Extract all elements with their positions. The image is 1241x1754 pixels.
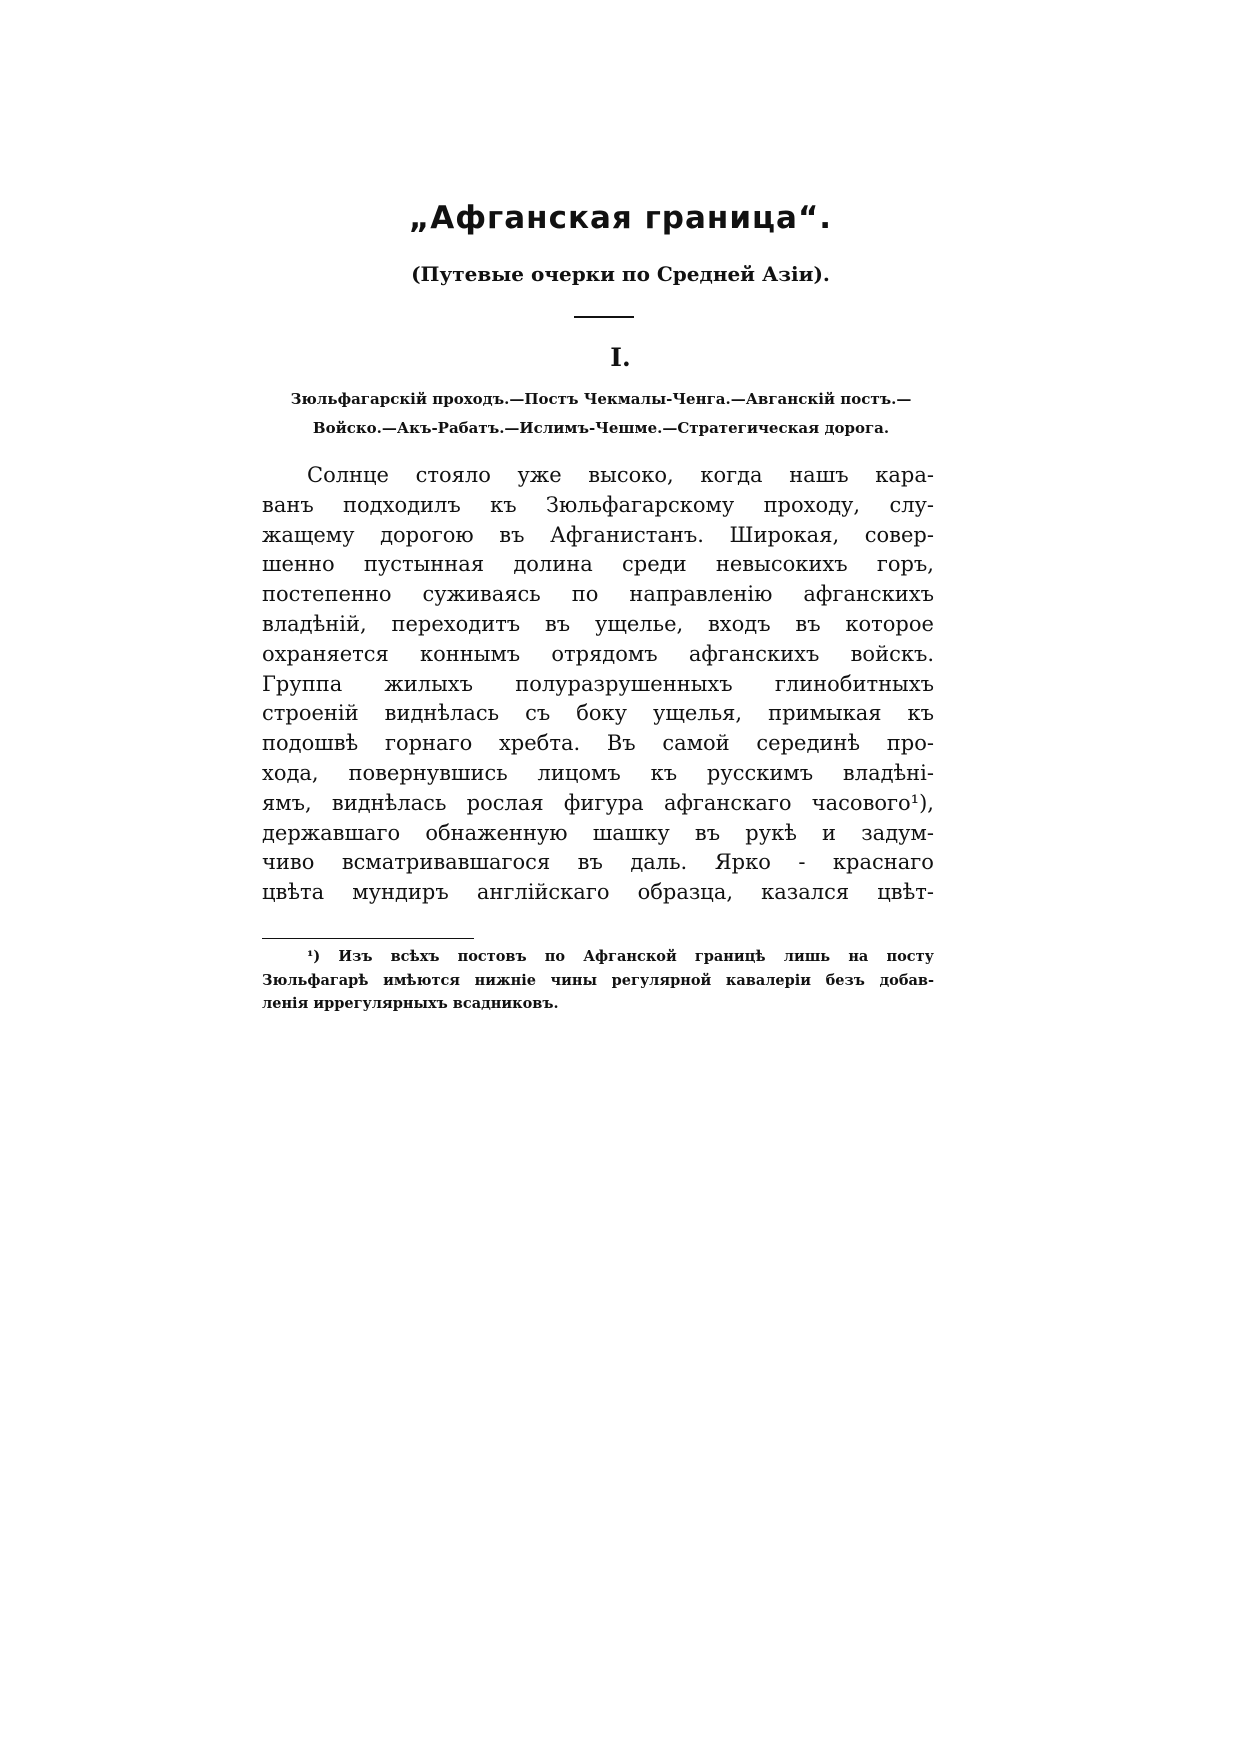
body-line bbox=[262, 521, 934, 551]
word: совер- bbox=[864, 522, 934, 547]
chapter-summary-line: Войско.—Акъ-Рабатъ.—Ислимъ-Чешме.—Стратегическая дорога. bbox=[312, 419, 890, 437]
body-line bbox=[262, 491, 934, 521]
word: полуразрушенныхъ bbox=[515, 671, 733, 696]
word: регулярной bbox=[611, 971, 712, 989]
word: фигура bbox=[563, 790, 644, 815]
word: и bbox=[822, 820, 837, 845]
word: которое bbox=[845, 611, 934, 636]
body-line bbox=[262, 550, 934, 580]
word: Въ bbox=[606, 731, 636, 756]
word: афганскихъ bbox=[803, 582, 934, 607]
word: суживаясь bbox=[422, 582, 541, 607]
word: нижніе bbox=[474, 971, 536, 989]
word: уже bbox=[517, 463, 562, 487]
word: посту bbox=[886, 948, 934, 965]
body-text bbox=[262, 461, 934, 908]
word: повернувшись bbox=[348, 760, 508, 785]
word: на bbox=[848, 948, 869, 965]
body-line bbox=[262, 699, 934, 729]
word: въ bbox=[544, 611, 571, 636]
body-line bbox=[262, 819, 934, 849]
word: примыкая bbox=[768, 701, 882, 726]
word: пустынная bbox=[363, 552, 485, 577]
word: постепенно bbox=[262, 582, 392, 607]
word: ущелья, bbox=[653, 701, 743, 726]
body-line bbox=[262, 580, 934, 610]
word: хребта. bbox=[498, 731, 581, 756]
word: кавалеріи bbox=[725, 971, 812, 989]
body-line bbox=[262, 848, 934, 878]
word: по bbox=[544, 948, 566, 965]
word: Солнце bbox=[307, 463, 389, 487]
word: всѣхъ bbox=[390, 948, 440, 965]
word: всматривавшагося bbox=[341, 850, 551, 875]
word: кара- bbox=[875, 463, 934, 487]
word: владѣній, bbox=[262, 611, 367, 636]
word: подошвѣ bbox=[262, 731, 359, 756]
word: добав- bbox=[879, 971, 934, 989]
word: нашъ bbox=[789, 463, 849, 487]
word: въ bbox=[694, 820, 721, 845]
word: русскимъ bbox=[706, 760, 814, 785]
word: ямъ, bbox=[262, 790, 312, 815]
word: Группа bbox=[262, 671, 343, 696]
word: Зюльфагарѣ bbox=[262, 971, 369, 989]
word: въ bbox=[795, 611, 821, 636]
word: среди bbox=[622, 552, 687, 577]
word: владѣні- bbox=[842, 760, 934, 785]
word: часового¹), bbox=[811, 790, 934, 815]
word: постовъ bbox=[457, 948, 527, 965]
word: серединѣ bbox=[756, 731, 861, 756]
word: охраняется bbox=[262, 641, 389, 666]
word: съ bbox=[525, 701, 551, 726]
footnote-line: ленія иррегулярныхъ всадниковъ. bbox=[262, 995, 559, 1012]
footnote-divider bbox=[262, 938, 474, 939]
word: - bbox=[798, 850, 806, 875]
page-title: „Афганская граница“. bbox=[408, 200, 833, 236]
word: безъ bbox=[825, 971, 865, 989]
body-line bbox=[262, 729, 934, 759]
word: цвѣт- bbox=[877, 880, 934, 905]
title-divider bbox=[574, 316, 634, 318]
chapter-number: I. bbox=[610, 343, 631, 372]
word: шашку bbox=[592, 820, 670, 845]
word: когда bbox=[700, 463, 763, 487]
word: горъ, bbox=[876, 552, 934, 577]
word: горнаго bbox=[384, 731, 473, 756]
word: глинобитныхъ bbox=[774, 671, 934, 696]
word: чины bbox=[550, 971, 598, 989]
word: ванъ bbox=[262, 492, 314, 517]
word: высоко, bbox=[588, 463, 674, 487]
word: отрядомъ bbox=[551, 641, 658, 666]
word: афганскаго bbox=[663, 790, 792, 815]
word: подходилъ bbox=[343, 492, 461, 517]
word: задум- bbox=[861, 820, 934, 845]
body-line bbox=[262, 461, 934, 491]
word: рослая bbox=[466, 790, 544, 815]
word: границѣ bbox=[694, 948, 766, 965]
footnote-line bbox=[262, 945, 934, 969]
word: жилыхъ bbox=[384, 671, 473, 696]
word: къ bbox=[650, 760, 678, 785]
word: по bbox=[571, 582, 599, 607]
word: боку bbox=[576, 701, 628, 726]
word: Широкая, bbox=[729, 522, 840, 547]
word: жащему bbox=[262, 522, 355, 547]
word: Афганистанъ. bbox=[550, 522, 704, 547]
word: дорогою bbox=[380, 522, 474, 547]
body-line bbox=[262, 670, 934, 700]
word: коннымъ bbox=[419, 641, 521, 666]
body-line bbox=[262, 759, 934, 789]
word: хода, bbox=[262, 760, 319, 785]
body-line bbox=[262, 640, 934, 670]
word: рукѣ bbox=[745, 820, 797, 845]
word: къ bbox=[490, 492, 517, 517]
footnote bbox=[262, 945, 934, 1016]
word: шенно bbox=[262, 552, 335, 577]
footnote-line bbox=[262, 969, 934, 993]
word: въ bbox=[577, 850, 603, 875]
word: въ bbox=[499, 522, 525, 547]
word: долина bbox=[513, 552, 593, 577]
chapter-summary-line: Зюльфагарскій проходъ.—Постъ Чекмалы-Ченга.—Авганскій постъ.— bbox=[290, 390, 912, 408]
word: мундиръ bbox=[352, 880, 449, 905]
body-line bbox=[262, 610, 934, 640]
word: ¹) bbox=[307, 948, 321, 965]
word: строеній bbox=[262, 701, 359, 726]
word: лишь bbox=[783, 948, 831, 965]
word: войскъ. bbox=[850, 641, 934, 666]
word: виднѣлась bbox=[384, 701, 500, 726]
word: имѣются bbox=[383, 971, 461, 989]
word: невысокихъ bbox=[715, 552, 848, 577]
word: казался bbox=[761, 880, 850, 905]
word: державшаго bbox=[262, 820, 401, 845]
word: афганскихъ bbox=[688, 641, 820, 666]
word: лицомъ bbox=[537, 760, 621, 785]
word: краснаго bbox=[832, 850, 934, 875]
word: чиво bbox=[262, 850, 315, 875]
word: образца, bbox=[637, 880, 734, 905]
word: самой bbox=[662, 731, 730, 756]
word: даль. bbox=[630, 850, 688, 875]
word: направленію bbox=[629, 582, 773, 607]
body-line bbox=[262, 789, 934, 819]
word: ущелье, bbox=[594, 611, 684, 636]
word: проходу, bbox=[763, 492, 861, 517]
word: про- bbox=[886, 731, 934, 756]
word: виднѣлась bbox=[331, 790, 447, 815]
word: обнаженную bbox=[425, 820, 568, 845]
word: англійскаго bbox=[476, 880, 610, 905]
word: цвѣта bbox=[262, 880, 325, 905]
word: входъ bbox=[707, 611, 771, 636]
word: Ярко bbox=[714, 850, 771, 875]
word: Изъ bbox=[338, 948, 373, 965]
word: стояло bbox=[415, 463, 491, 487]
word: Зюльфагарскому bbox=[545, 492, 735, 517]
word: переходитъ bbox=[391, 611, 521, 636]
word: Афганской bbox=[583, 948, 677, 965]
body-line bbox=[262, 878, 934, 908]
word: къ bbox=[907, 701, 934, 726]
page-subtitle: (Путевые очерки по Средней Азіи). bbox=[411, 262, 830, 286]
word: слу- bbox=[889, 492, 934, 517]
